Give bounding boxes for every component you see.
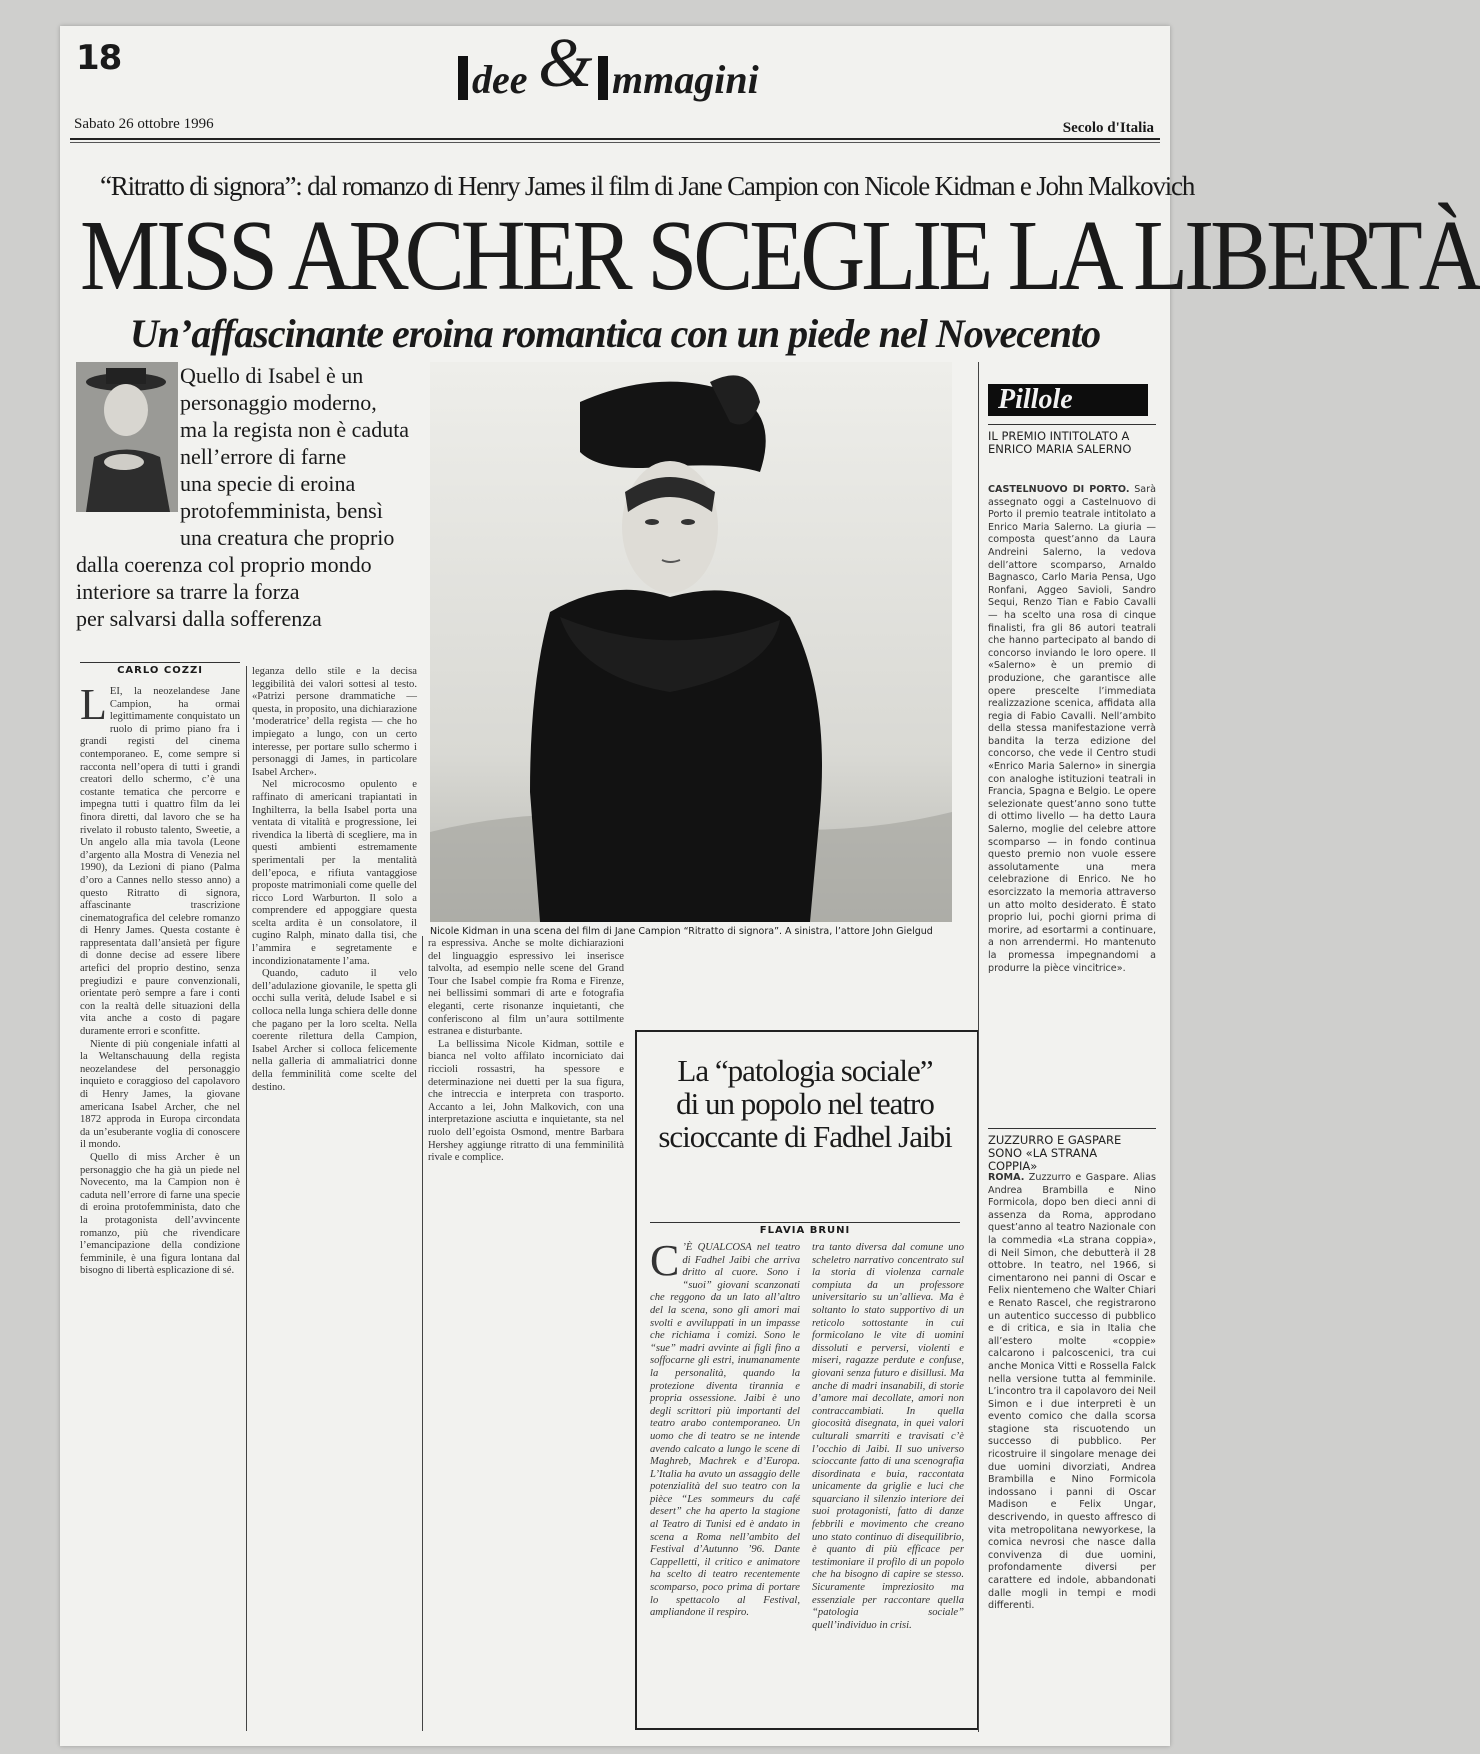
header-rule-thin xyxy=(70,142,1160,143)
box-paragraph: tra tanto diversa dal comune uno scheletro narrativo concentrato sul la storia di violenza carnale compiuta da un professore universitario su un’allieva. Ma è soltanto lo stato supportivo di un reticolo sottostante in cui formicolano le vite di uomini dissoluti e perversi, violenti e miseri, ragazze perdute e confuse, giovani senza futuro e disillusi. Ma anche di madri insanabili, di storie d’amore mai decollate, amori non contraccambiati. In quella giocosità disegnata, in quei valori culturali smarriti e travisati c’è l’occhio di Jaibi. Il suo universo scioccante fatto di una scenografia disordinata e buia, raccontata unicamente da griglie e luci che squarciano il silenzio interiore dei suoi protagonisti, fatto di danze febbrili e movimento che creano uno stato continuo di disequilibrio, è quanto di più efficace per testimoniare il profilo di un popolo che ha bisogno di capire se stesso. Sicuramente impreziosito ma essenziale per raccontare quella “patologia sociale” quell’individuo in crisi. xyxy=(812,1242,964,1631)
deck-line: Quello di Isabel è un xyxy=(180,363,364,388)
article-paragraph: Quello di miss Archer è un personaggio che ha già un piede nel Novecento, ma la Campion non è caduta nell’errore di farne una specie di eroina protofemminista, dato che la protagonista dell’avvincente romanzo, più che rivendicare l’emancipazione della condizione femminile, è una figura lontana dal bisogno di libertà esplicazione di sé. xyxy=(80,1151,240,1277)
rubric-ampersand: & xyxy=(538,25,593,102)
column-divider xyxy=(422,936,423,1731)
box-column-2 xyxy=(812,1242,964,1720)
sidebar-item2-body: Zuzzurro e Gaspare. Alias Andrea Brambilla e Nino Formicola, dopo ben dieci anni di assenza da Roma, approdano quest’anno al teatro Nazionale con la commedia «La strana coppia», di Neil Simon, che debutterà il 28 ottobre. In teatro, nel 1966, si cimentarono nei panni di Oscar e Felix nientemeno che Walter Chiari e Renato Rascel, che registrarono un autentico successo di pubblico e di critica, e sia in Italia che all’estero molte «coppie» calcarono i palcoscenici, tra cui anche Monica Vitti e Rossella Falck nella versione tutta al femminile. L’incontro tra il capolavoro dei Neil Simon e i due interpreti è un evento comico che dalla scorsa stagione sta riscuotendo un successo di pubblico. Per ricostruire il singolare menage dei due uomini divorziati, Andrea Brambilla e Nino Formicola indossano i panni di Oscar Madison e Felix Ungar, descrivendo, in questo affresco di vita metropolitana newyorkese, la comica nevrosi che nasce dalla convivenza di due uomini, profondamente diversi per carattere ed indole, abbandonati dalle mogli in tempi e modi differenti. xyxy=(988,1172,1156,1612)
rubric-part1: dee xyxy=(472,57,528,102)
article-column-2 xyxy=(252,666,417,1731)
article-paragraph: leganza dello stile e la decisa leggibilità dei valori sottesi al testo. «Patrizi persone drammatiche — questa, in proposito, una dichiarazione ‘moderatrice’ della regista — che ho impiegato a lungo, con un certo interesse, per portare sullo schermo i personaggi di James, in particolare Isabel Archer». xyxy=(252,666,417,778)
sidebar-item2-text xyxy=(988,1172,1156,1732)
box-title-line: di un popolo nel teatro xyxy=(676,1086,934,1121)
newspaper-name: Secolo d'Italia xyxy=(1062,120,1154,136)
article-byline: CARLO COZZI xyxy=(80,662,240,676)
box-title xyxy=(650,1054,960,1153)
article-paragraph: Niente di più congeniale infatti al la Weltanschauung della regista neozelandese del personaggio inquieto e coraggioso del capolavoro di Henry James, la giovane americana Isabel Archer, che nel 1872 approda in Europa circondata da un’esuberante voglia di conoscere il mondo. xyxy=(80,1038,240,1151)
article-paragraph: Nel microcosmo opulento e raffinato di americani trapiantati in Inghilterra, la bella Isabel porta una ventata di vitalità e progressione, lei rivendica la libertà di scegliere, ma in questi ambienti estremamente sperimentali per la mentalità dell’epoca, e rifiuta vantaggiose proposte matrimoniali come quelle del ricco Lord Warburton. Il solo a comprendere ed appoggiare questa scelta ardita è un consolatore, il cugino Ralph, minato dalla tisi, che l’ammira e segretamente e incondizionatamente l’ama. xyxy=(252,779,417,967)
drop-cap: L xyxy=(80,680,107,729)
deck-line: per salvarsi dalla sofferenza xyxy=(76,606,322,631)
article-headline: MISS ARCHER SCEGLIE LA LIBERTÀ xyxy=(80,200,1480,312)
deck-line: interiore sa trarre la forza xyxy=(76,579,300,604)
issue-date: Sabato 26 ottobre 1996 xyxy=(74,116,214,132)
article-column-1 xyxy=(80,680,240,1731)
deck-line: nell’errore di farne xyxy=(180,444,347,469)
film-still-image xyxy=(430,362,952,922)
sidebar-item1-dateline: CASTELNUOVO DI PORTO. xyxy=(988,484,1130,495)
sidebar-rule xyxy=(988,1128,1156,1129)
deck-line: dalla coerenza col proprio mondo xyxy=(76,552,372,577)
deck-line: una creatura che proprio xyxy=(180,525,395,550)
rubric-bar-i2 xyxy=(598,56,608,100)
photo-caption: Nicole Kidman in una scena del film di Jane Campion “Ritratto di signora”. A sinistra, l’attore John Gielgud xyxy=(430,926,933,937)
drop-cap: C xyxy=(650,1236,680,1285)
rubric-part2: mmagini xyxy=(612,57,759,102)
sidebar-rule xyxy=(988,424,1156,425)
sidebar-item2-headline: ZUZZURRO E GASPARE SONO «LA STRANA COPPIA» xyxy=(988,1133,1122,1173)
rubric-bar-i xyxy=(458,56,468,100)
portrait-image xyxy=(76,362,178,512)
sidebar-divider xyxy=(978,362,979,1732)
column-divider xyxy=(246,666,247,1731)
box-title-line: La “patologia sociale” xyxy=(677,1053,933,1088)
article-paragraph: EI, la neozelandese Jane Campion, ha ormai legittimamente conquistato un ruolo di primo piano fra i grandi registi del cinema contemporaneo. E, come sempre si racconta nell’opera di tutti i grandi creatori dello schermo, c’è una costante tematica che percorre e impegna tutti i quattro film da lei finora diretti, dal lavoro che se ha rivelato il robusto talento, Sweetie, a Un angelo alla mia tavola (Leone d’argento alla Mostra di Venezia nel 1990), da Lezioni di piano (Palma d’oro a Cannes nello stesso anno) a questo Ritratto di signora, affascinante trascrizione cinematografica del celebre romanzo di Henry James. Questa costante è rappresentata dall’ansietà per figure di donne decise ad essere libere artefici del proprio destino, senza pregiudizi e paure convenzionali, orientate però sempre a fare i conti con la realtà delle situazioni della vita anche a costo di pagare duramente errori e sconfitte. xyxy=(80,686,240,1038)
deck-line: una specie di eroina xyxy=(180,471,356,496)
newspaper-page xyxy=(60,25,1480,1746)
article-paragraph: La bellissima Nicole Kidman, sottile e bianca nel volto affilato incorniciato dai riccioli rossastri, ha spessore e determinazione nei duetti per la sua figura, che intreccia e interpreta con trasporto. Accanto a lei, John Malkovich, con una interpretazione asciutta e inquietante, sta nel ruolo dell’egoista Osmond, mentre Barbara Hershey aggiunge ritratto di una femminilità rivale e complice. xyxy=(428,1038,624,1164)
page-number: 18 xyxy=(76,38,122,78)
header-rule xyxy=(70,138,1160,140)
article-column-3 xyxy=(428,938,624,1731)
section-rubric xyxy=(450,25,870,110)
article-kicker: “Ritratto di signora”: dal romanzo di Henry James il film di Jane Campion con Nicole Kidman e John Malkovich xyxy=(100,171,1195,201)
sidebar-item1-body: Sarà assegnato oggi a Castelnuovo di Porto il premio teatrale intitolato a Enrico Maria Salerno. La giuria — composta quest’anno da Laura Andreini Salerno, la vedova dell’attore scomparso, Arnaldo Bagnasco, Carlo Maria Pensa, Ugo Ronfani, Aggeo Savioli, Sandro Sequi, Renzo Tian e Fabio Cavalli — ha scelto una rosa di cinque finalisti, fra gli 86 autori teatrali che hanno partecipato al bando di concorso inviando le loro opere. Il «Salerno» è un premio di produzione, che garantisce alle opere prescelte l’immediata realizzazione scenica, affidata alla regia di Fabio Cavalli. Nell’ambito della stessa manifestazione verrà bandita la terza edizione del concorso, che vede il Centro studi «Enrico Maria Salerno» in sinergia con analoghe istituzioni teatrali in Francia, Spagna e Belgio. Le opere selezionate quest’anno sono tutte di ottimo livello — ha detto Laura Salerno, moglie del celebre attore scomparso — in fondo continua questo premio non vuole essere assolutamente una mera celebrazione di Enrico. Ne ho esorcizzato la memoria attraverso un atto molto desiderato. È stato proprio lui, pochi giorni prima di morire, ad esortarmi a continuare, a non arrendermi. Ho mantenuto la promessa impegnandomi a produrre la pièce vincitrice». xyxy=(988,484,1156,974)
sidebar-item1-text xyxy=(988,484,1156,1124)
deck-line: personaggio moderno, xyxy=(180,390,377,415)
sidebar-item2-dateline: ROMA. xyxy=(988,1172,1025,1183)
article-paragraph: Quando, caduto il velo dell’adulazione giovanile, le spetta gli occhi sulla verità, delude Isabel e si colloca nella lunga schiera delle donne che pagano per la loro scelta. Nella coerente rilettura della Campion, Isabel Archer si colloca felicemente nella galleria di ammaliatrici donne della femminilità come scelte del destino. xyxy=(252,968,417,1093)
deck-line: protofemminista, bensì xyxy=(180,498,383,523)
box-byline: FLAVIA BRUNI xyxy=(650,1222,960,1236)
portrait-photo xyxy=(76,362,178,512)
sidebar-label: Pillole xyxy=(988,384,1148,416)
film-still-photo xyxy=(430,362,952,922)
box-column-1 xyxy=(650,1236,800,1720)
article-subhead: Un’affascinante eroina romantica con un piede nel Novecento xyxy=(129,311,1101,356)
sidebar-item1-headline: IL PREMIO INTITOLATO A ENRICO MARIA SALERNO xyxy=(988,429,1132,456)
article-paragraph: ra espressiva. Anche se molte dichiarazioni del linguaggio espressivo lei inserisce talvolta, ad esempio nelle scene del Grand Tour che Isabel compie fra Roma e Firenze, nei bellissimi sommari di arte e fotografia eleganti, certe risonanze inquietanti, che conferiscono al film un’aura sottilmente estranea e disturbante. xyxy=(428,938,624,1038)
box-title-line: scioccante di Fadhel Jaibi xyxy=(658,1119,952,1154)
box-paragraph: ’È QUALCOSA nel teatro di Fadhel Jaibi che arriva dritto al cuore. Sono i “suoi” giovani scanzonati che reggono da un lato all’altro del la scena, sono gli amori mai svolti e avviluppati in un impasse che richiama i comizi. Sono le “sue” madri avvinte ai figli fino a soffocarne gli estri, inumanamente la personalità, quando la protezione diventa tirannia e propria ossessione. Jaibi è uno degli scrittori più importanti del teatro arabo contemporaneo. Un uomo che di teatro se ne intende avendo calcato a lungo le scene di Maghreb, Machrek e d’Europa. L’Italia ha avuto un assaggio delle potenzialità del suo teatro con la pièce “Les sommeurs du café desert” che ha aperto la stagione al Teatro di Tunisi ed è andato in scena a Roma nell’ambito del Festival d’Autunno ’96. Dante Cappelletti, il critico e animatore ha scelto di teatro recentemente scomparso, poco prima di portare lo spettacolo al Festival, ampliandone il respiro. xyxy=(650,1242,800,1619)
deck-line: ma la regista non è caduta xyxy=(180,417,410,442)
